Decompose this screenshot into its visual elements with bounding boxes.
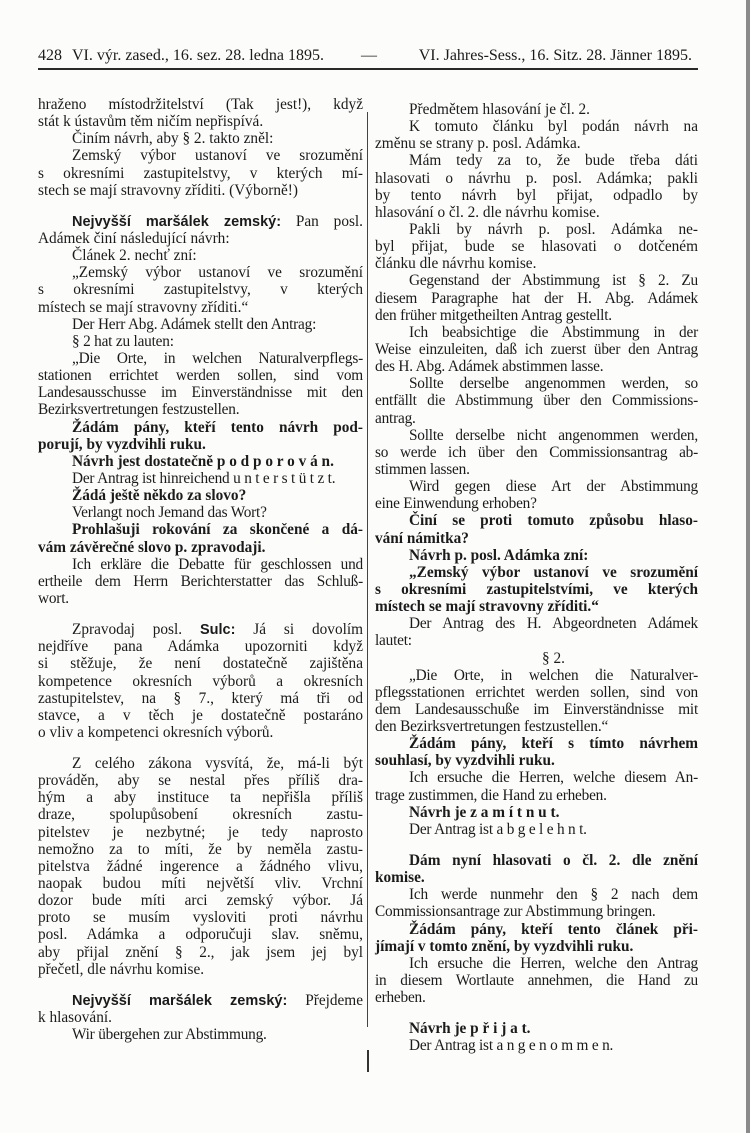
speaker-prefix: Zpravodaj posl. [72,621,200,639]
text-line [38,909,363,926]
line-text: změnu se strany p. posl. Adámka. [375,135,581,153]
text-line [375,152,698,169]
german-paragraph [375,821,698,838]
text-line [375,869,698,886]
text-line [38,436,363,453]
text-line [38,213,363,230]
german-paragraph [375,615,698,649]
czech-paragraph [375,152,698,221]
text-line [38,384,363,401]
line-text: stech se mají stravovny zříditi. (Výborně!) [38,181,298,199]
line-text: des H. Abg. Adámek abstimmen lasse. [375,358,604,376]
text-line [38,621,363,638]
text-line [375,1020,698,1037]
text-line [375,650,698,667]
czech-paragraph [375,512,698,546]
left-column [38,96,363,1043]
line-text: Návrh je z a m í t n u t. [409,803,560,821]
czech-paragraph [38,755,363,978]
text-line [38,992,363,1009]
line-text: nemožno za to míti, že by neměla zastu- [38,840,363,858]
line-text: Z celého zákona vysvítá, že, má-li být [72,755,363,773]
line-text: o vliv a kompetenci okresních výborů. [38,723,274,741]
czech-paragraph [375,650,698,667]
line-text: by tento návrh byl přijat, odpadlo by [375,186,698,204]
line-text: jímají v tomto znění, by vyzdvihli ruku. [375,937,634,955]
text-line [375,461,698,478]
text-line [38,655,363,672]
text-line [375,478,698,495]
czech-paragraph [375,101,698,118]
german-paragraph [375,375,698,426]
line-text: „Die Orte, in welchen die Naturalver- [409,666,698,684]
czech-paragraph [38,521,363,555]
line-text: Zemský výbor ustanoví ve srozumění [72,147,363,165]
line-text: k hlasování. [38,1009,112,1027]
line-text: Návrh je p ř i j a t. [409,1020,531,1038]
german-paragraph [375,667,698,736]
german-paragraph [375,324,698,375]
text-line [38,824,363,841]
line-text: naopak budou míti největší vliv. Vrchní [38,875,363,893]
line-text: si stěžuje, že není dostatečně zajištěna [38,655,363,673]
line-text: komise. [375,869,425,887]
text-line [38,113,363,130]
speaker-name: Nejvyšší maršálek zemský: [72,213,282,230]
text-line [375,170,698,187]
german-paragraph [375,769,698,803]
line-text: stationen errichtet werden sollen, sind vom [38,367,363,385]
german-paragraph [38,504,363,521]
text-line [375,1037,698,1054]
line-text: Žádám pány, kteří s tímto návrhem [409,735,698,753]
czech-paragraph [38,992,363,1026]
german-paragraph [375,478,698,512]
line-text: nejdříve pana Adámka upozorniti když [38,638,363,656]
text-line [375,341,698,358]
text-line [375,804,698,821]
column-divider [367,112,368,1027]
text-line [38,299,363,316]
text-line [38,858,363,875]
line-text: porují, by vyzdvihli ruku. [38,435,206,453]
text-line [375,272,698,289]
text-line [38,147,363,164]
text-line [38,521,363,538]
text-line [38,539,363,556]
line-text: vám závěrečné slovo p. zpravodaji. [38,538,266,556]
text-line [38,316,363,333]
german-paragraph [38,1026,363,1043]
czech-paragraph [375,564,698,615]
line-text: den früher mitgetheilten Antrag gestellt. [375,306,612,324]
text-line [38,961,363,978]
line-text: diesem Paragraphe hat der H. Abg. Adámek [375,289,698,307]
text-line [38,841,363,858]
line-text: prováděn, aby se nestal přes příliš dra- [38,772,363,790]
text-line [375,684,698,701]
text-line [375,921,698,938]
line-text: Weise einzuleiten, daß ich zuerst über den Antrag [375,340,698,358]
german-paragraph [375,272,698,323]
czech-paragraph [375,1020,698,1037]
line-text: aby přijal znění § 2., jak jsem jej byl [38,943,363,961]
line-text: Pakli by návrh p. posl. Adámka ne- [409,220,698,238]
text-line [375,410,698,427]
line-text: Ich ersuche die Herren, welche den Antrag [409,954,698,972]
text-line [375,769,698,786]
line-text: Sollte derselbe angenommen werden, so [409,375,698,393]
text-line [375,255,698,272]
line-text: Ich werde nunmehr den § 2 nach dem [409,886,698,904]
text-line [38,690,363,707]
line-text: dem Landesausschuße im Einverständnisse mit [375,700,698,718]
czech-paragraph [375,547,698,564]
text-line [375,989,698,1006]
line-text: Wird gegen diese Art der Abstimmung [409,478,698,496]
czech-paragraph [375,921,698,955]
line-text: „Zemský výbor ustanoví ve srozumění [72,264,363,282]
line-text: Činí se proti tomuto způsobu hlaso- [409,512,698,530]
text-line [375,581,698,598]
line-text: posl. Adámka a odporučuji slav. sněmu, [38,926,363,944]
line-text: in diesem Wortlaute annehmen, die Hand zu [375,972,698,990]
text-line [375,735,698,752]
line-text: Landesausschusse im Einverständnisse mit den [38,384,363,402]
czech-paragraph [375,804,698,821]
text-line [375,530,698,547]
line-text: pflegsstationen errichtet werden sollen, sind von [375,683,698,701]
german-session-heading: VI. Jahres-Sess., 16. Sitz. 28. Jänner 1895. [418,47,692,64]
text-line [375,324,698,341]
line-text: Der Antrag des H. Abgeordneten Adámek [409,615,698,633]
text-line [38,367,363,384]
text-line [38,573,363,590]
text-line [38,165,363,182]
line-text: Ich beabsichtige die Abstimmung in der [409,323,698,341]
czech-paragraph [375,221,698,272]
line-text: antrag. [375,409,416,427]
line-text: entfällt die Abstimmung über den Commissions- [375,392,698,410]
line-text: zastupitelstev, na § 7., který má tři od [38,689,363,707]
line-text: „Zemský výbor ustanoví ve srozumění [409,563,698,581]
text-line [375,564,698,581]
text-line [375,290,698,307]
text-line [38,1026,363,1043]
line-text: Ich erkläre die Debatte für geschlossen und [72,555,363,573]
line-text: místech se mají stravovny zříditi.“ [38,298,249,316]
german-paragraph [38,470,363,487]
line-text: stimmen lassen. [375,460,470,478]
text-line [38,470,363,487]
header-rule [38,68,698,70]
line-text: § 2 hat zu lauten: [72,332,174,350]
line-text: Prohlašuji rokování za skončené a dá- [72,521,363,539]
text-line [38,401,363,418]
text-line [375,787,698,804]
speaker-name: Sulc: [199,622,236,639]
line-text: stát k ústavům těm ničím nepřispívá. [38,113,264,131]
german-paragraph [375,886,698,920]
text-line [375,632,698,649]
line-text: vání námitka? [375,529,469,547]
text-line [38,707,363,724]
line-text: Der Herr Abg. Adámek stellt den Antrag: [72,315,317,333]
text-line [38,264,363,281]
text-line [375,718,698,735]
czech-paragraph [38,419,363,453]
text-line [38,755,363,772]
line-text: wort. [38,589,69,607]
text-line [375,118,698,135]
german-paragraph [38,556,363,607]
german-paragraph [375,1037,698,1054]
czech-paragraph [38,213,363,247]
right-column [375,101,698,1055]
text-line [375,204,698,221]
text-line [38,724,363,741]
text-line [375,307,698,324]
line-text: Pan posl. [281,212,363,230]
text-line [375,972,698,989]
line-text: trage zustimmen, die Hand zu erheben. [375,786,607,804]
text-line [375,615,698,632]
text-line [38,1009,363,1026]
line-text: Der Antrag ist a b g e l e h n t. [409,820,587,838]
line-text: Adámek činí následující návrh: [38,229,230,247]
page-number: 428 [38,47,62,64]
line-text: kompetence okresních výborů a okresních [38,672,363,690]
text-line [38,638,363,655]
czech-paragraph [38,264,363,315]
text-line [38,247,363,264]
czech-paragraph [38,247,363,264]
text-line [38,453,363,470]
text-line [375,101,698,118]
text-line [38,96,363,113]
text-line [375,852,698,869]
line-text: Der Antrag ist a n g e n o m m e n. [409,1037,614,1055]
line-text: s okresními zastupitelstvími, ve kterých [375,580,698,598]
line-text: Der Antrag ist hinreichend u n t e r s t ü t z t. [72,469,336,487]
german-paragraph [375,427,698,478]
line-text: so werde ich über den Commissionsantrag ab- [375,443,698,461]
text-line [38,789,363,806]
line-text: Bezirksvertretungen festzustellen. [38,401,240,419]
line-text: erheben. [375,989,426,1007]
line-text: K tomuto článku byl podán návrh na [409,118,698,136]
text-line [38,182,363,199]
text-line [38,926,363,943]
line-text: Žádám pány, kteří tento článek při- [409,920,698,938]
running-header [38,45,698,67]
line-text: hým a aby instituce ta nepřišla příliš [38,789,363,807]
line-text: § 2. [542,649,565,667]
line-text: eine Einwendung erhoben? [375,495,537,513]
line-text: pitelstev je nezbytné; je tedy naprosto [38,823,363,841]
text-line [38,487,363,504]
text-line [38,230,363,247]
line-text: byl přijat, bude se hlasovati o dotčeném [375,238,698,256]
text-line [375,667,698,684]
text-line [38,281,363,298]
text-line [375,495,698,512]
header-separator: — [361,47,377,64]
german-paragraph [38,316,363,333]
text-line [375,427,698,444]
text-line [38,350,363,367]
text-line [375,752,698,769]
text-line [375,221,698,238]
text-line [38,419,363,436]
line-text: článku dle návrhu komise. [375,255,537,273]
scan-edge [746,0,750,1133]
line-text: Já si dovolím [235,621,363,639]
text-line [375,821,698,838]
line-text: proto se musím vysloviti proti návrhu [38,909,363,927]
column-divider-mark [367,1050,369,1072]
text-line [375,444,698,461]
line-text: pitelstva žádné ingerence a žádného vlivu, [38,857,363,875]
line-text: místech se mají stravovny zříditi.“ [375,598,599,616]
czech-paragraph [38,147,363,198]
czech-paragraph [38,487,363,504]
text-line [38,590,363,607]
line-text: den Bezirksvertretungen festzustellen.“ [375,718,609,736]
line-text: ertheile dem Herrn Berichterstatter das Schluß- [38,572,363,590]
text-line [375,598,698,615]
line-text: hlasovati o návrhu p. posl. Adámka; pakli [375,169,698,187]
text-line [38,892,363,909]
text-line [375,358,698,375]
line-text: Gegenstand der Abstimmung ist § 2. Zu [409,272,698,290]
czech-paragraph [375,735,698,769]
line-text: Předmětem hlasování je čl. 2. [409,101,590,118]
line-text: Návrh jest dostatečně p o d p o r o v á n. [72,452,334,470]
text-line [38,556,363,573]
line-text: Ich ersuche die Herren, welche diesem An- [409,769,698,787]
text-line [375,135,698,152]
line-text: Návrh p. posl. Adámka zní: [409,546,589,564]
line-text: lautet: [375,632,412,650]
text-line [38,504,363,521]
line-text: hlasování o čl. 2. dle návrhu komise. [375,203,600,221]
text-line [38,673,363,690]
line-text: draze, spolupůsobení okresních zastu- [38,806,363,824]
text-line [38,772,363,789]
line-text: přečetl, dle návrhu komise. [38,960,205,978]
line-text: stavce, a v těch je dostatečně postaráno [38,706,363,724]
czech-session-heading: VI. výr. zased., 16. sez. 28. ledna 1895. [72,47,324,64]
line-text: dozor bude míti arci zemský výbor. Já [38,892,363,910]
text-line [375,886,698,903]
czech-paragraph [375,852,698,886]
czech-paragraph [38,621,363,741]
line-text: Verlangt noch Jemand das Wort? [72,504,267,522]
czech-paragraph [375,118,698,152]
line-text: Žádá ještě někdo za slovo? [72,487,247,505]
text-line [375,701,698,718]
text-line [38,944,363,961]
text-line [375,547,698,564]
line-text: souhlasí, by vyzdvihli ruku. [375,752,555,770]
line-text: Sollte derselbe nicht angenommen werden, [409,426,698,444]
text-line [375,903,698,920]
german-paragraph [375,955,698,1006]
line-text: Wir übergehen zur Abstimmung. [72,1026,267,1044]
czech-paragraph [38,96,363,130]
text-line [375,512,698,529]
german-paragraph [38,333,363,350]
speaker-name: Nejvyšší maršálek zemský: [72,992,288,1009]
text-line [38,806,363,823]
line-text: „Die Orte, in welchen Naturalverpflegs- [72,349,363,367]
czech-paragraph [38,453,363,470]
line-text: s okresními zastupitelstvy, v kterých mí- [38,164,363,182]
line-text: hraženo místodržitelství (Tak jest!), když [38,96,363,113]
text-line [38,875,363,892]
text-line [38,130,363,147]
german-paragraph [38,350,363,419]
czech-paragraph [38,130,363,147]
text-line [375,375,698,392]
text-line [38,333,363,350]
line-text: Žádám pány, kteří tento návrh pod- [72,418,363,436]
text-line [375,938,698,955]
line-text: Článek 2. nechť zní: [72,247,197,265]
text-line [375,955,698,972]
line-text: Commissionsantrage zur Abstimmung bringen. [375,903,656,921]
line-text: Mám tedy za to, že bude třeba dáti [409,152,698,170]
text-line [375,187,698,204]
line-text: Dám nyní hlasovati o čl. 2. dle znění [409,852,698,870]
line-text: s okresními zastupitelstvy, v kterých [38,281,363,299]
text-line [375,392,698,409]
text-line [375,238,698,255]
line-text: Činím návrh, aby § 2. takto zněl: [72,130,274,148]
line-text: Přejdeme [287,991,363,1009]
